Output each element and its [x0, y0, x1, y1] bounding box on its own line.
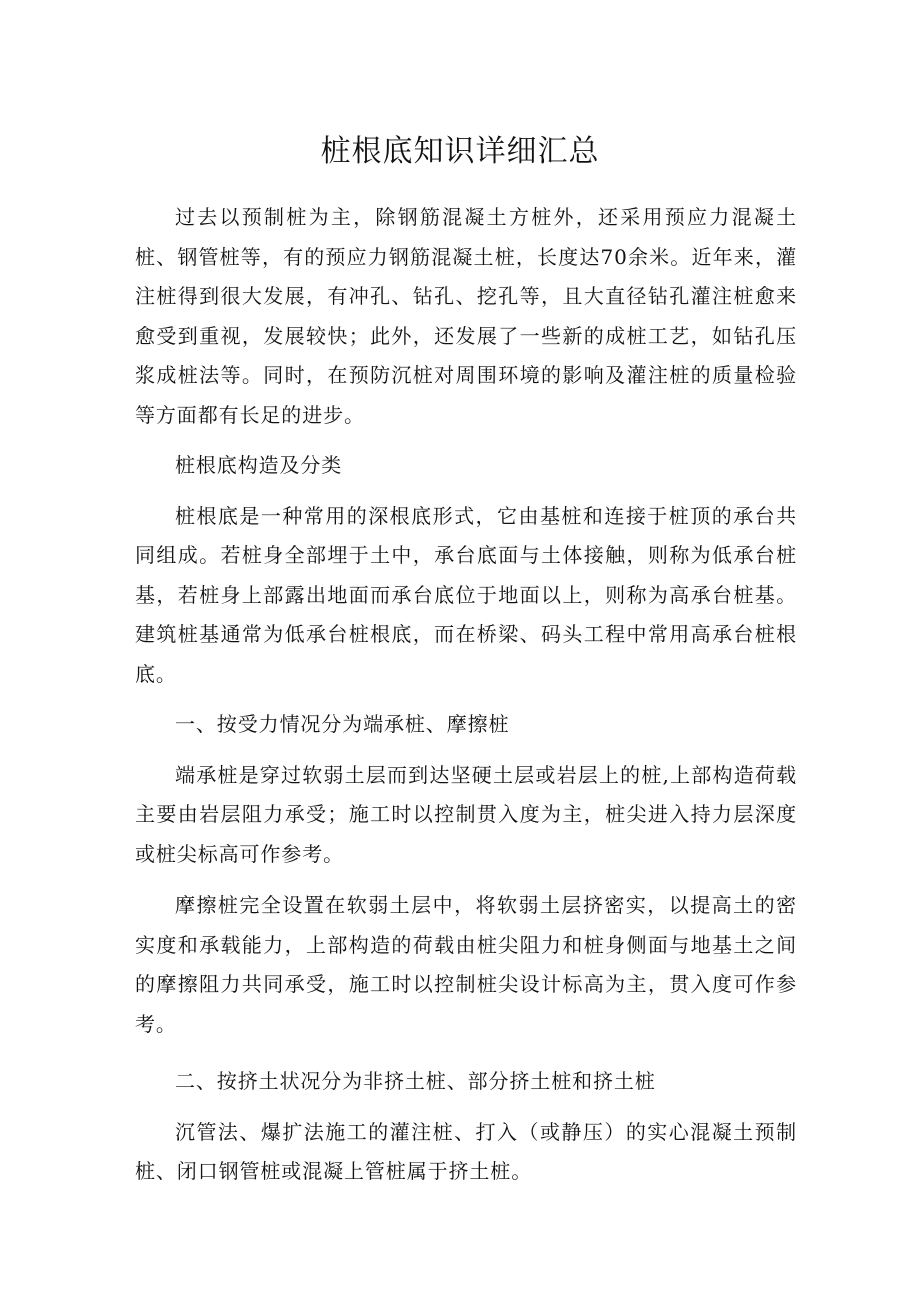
paragraph-intro: 过去以预制桩为主，除钢筋混凝土方桩外，还采用预应力混凝土桩、钢管桩等，有的预应力钢筋混凝土桩，长度达70余米。近年来，灌注桩得到很大发展，有冲孔、钻孔、挖孔等，且大直径钻孔灌注桩愈来愈受到重视，发展较快；此外，还发展了一些新的成桩工艺，如钻孔压浆成桩法等。同时，在预防沉桩对周围环境的影响及灌注桩的质量检验等方面都有长足的进步。 — [135, 205, 797, 427]
section-heading-soil: 二、按挤土状况分为非挤土桩、部分挤土桩和挤土桩 — [175, 1069, 656, 1093]
document-body — [135, 198, 797, 1192]
paragraph-friction: 摩擦桩完全设置在软弱土层中，将软弱土层挤密实，以提高土的密实度和承载能力，上部构造的荷载由桩尖阻力和桩身侧面与地基土之间的摩擦阻力共同承受，施工时以控制桩尖设计标高为主，贯入度可作参考。 — [135, 893, 797, 1036]
paragraph-end-bearing: 端承桩是穿过软弱土层而到达坚硬土层或岩层上的桩,上部构造荷载主要由岩层阻力承受；施工时以控制贯入度为主，桩尖进入持力层深度或桩尖标高可作参考。 — [135, 762, 797, 866]
paragraph-structure: 桩根底是一种常用的深根底形式，它由基桩和连接于桩顶的承台共同组成。若桩身全部埋于土中，承台底面与土体接触，则称为低承台桩基，若桩身上部露出地面而承台底位于地面以上，则称为高承台桩基。建筑桩基通常为低承台桩根底，而在桥梁、码头工程中常用高承台桩根底。 — [135, 503, 797, 686]
paragraph-displacement: 沉管法、爆扩法施工的灌注桩、打入（或静压）的实心混凝土预制桩、闭口钢管桩或混凝上管桩属于挤土桩。 — [135, 1119, 797, 1183]
section-heading-force: 一、按受力情况分为端承桩、摩擦桩 — [175, 712, 510, 736]
section-heading-structure: 桩根底构造及分类 — [175, 453, 343, 477]
document-title: 桩根底知识详细汇总 — [320, 134, 600, 169]
